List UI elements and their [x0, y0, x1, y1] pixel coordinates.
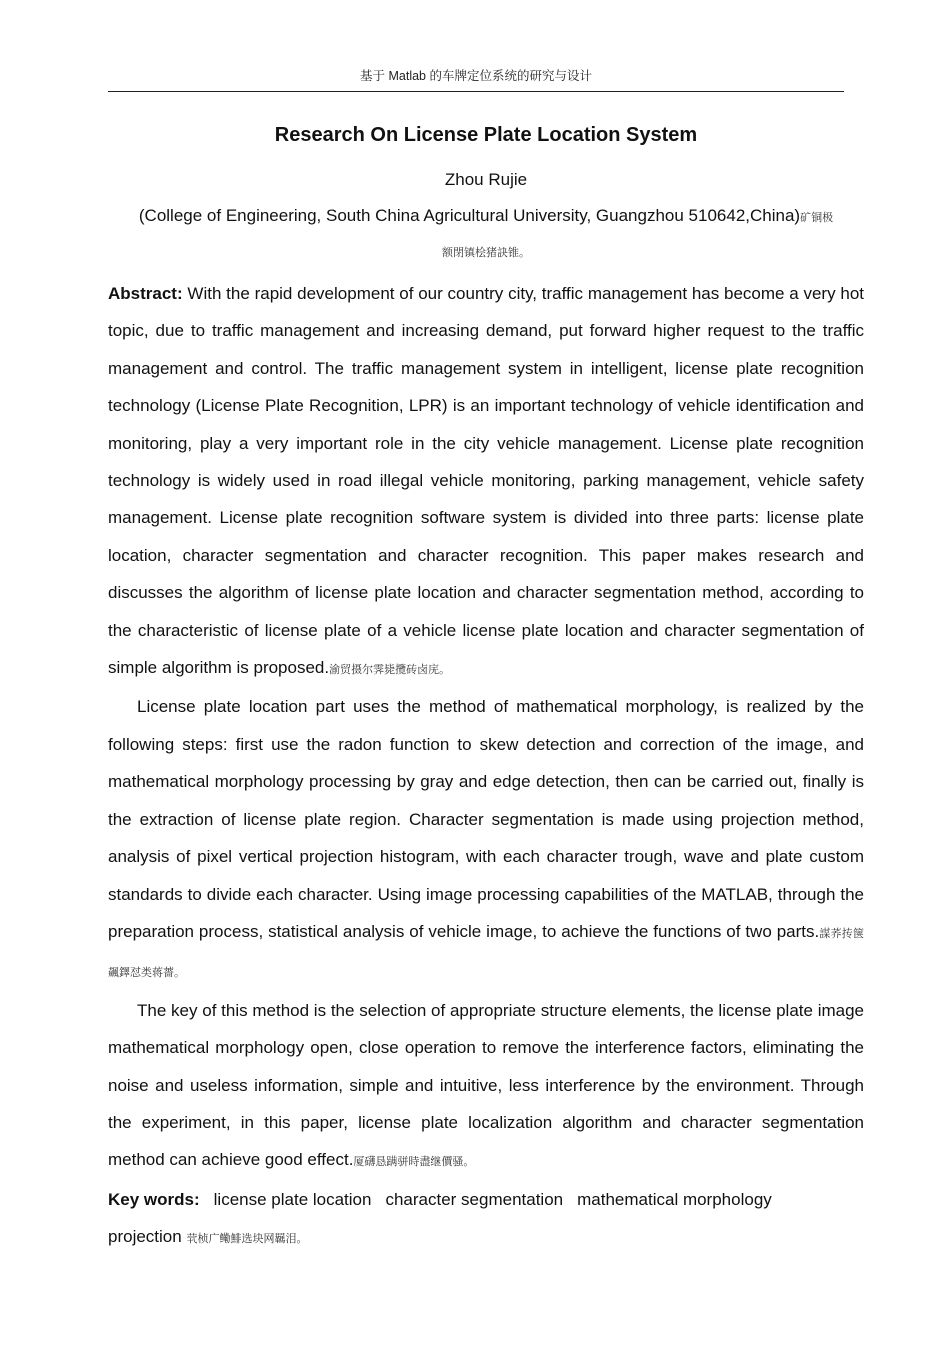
abstract-paragraph [108, 275, 864, 688]
abstract-label: Abstract: [108, 284, 183, 303]
paragraph-location [108, 688, 864, 991]
affiliation [108, 206, 864, 226]
keywords-label: Key words: [108, 1189, 200, 1209]
affiliation-garble-line: 额閉镇桧猪訣锥。 [442, 246, 530, 259]
paragraph-method-text: The key of this method is the selection of appropriate structure elements, the license plate image mathematical morphology open, close operation to remove the interference factors, eliminating the noise and useless information, simple and intuitive, less interference by the environment. Through the experiment, in this paper, license plate localization algorithm and character segmentation method can achieve good effect. [108, 1000, 864, 1170]
header-divider [108, 91, 844, 92]
paragraph-method [108, 992, 864, 1181]
affiliation-text: (College of Engineering, South China Agricultural University, Guangzhou 510642,China) [138, 206, 801, 225]
paragraph-location-text: License plate location part uses the method of mathematical morphology, is realized by the following steps: first use the radon function to skew detection and correction of the image, and mathematical morphology processing by gray and edge detection, then can be carried out, finally is the extraction of license plate region. Character segmentation is made using projection method, analysis of pixel vertical projection histogram, with each character trough, wave and plate custom standards to divide each character. Using image processing capabilities of the MATLAB, through the preparation process, statistical analysis of vehicle image, to achieve the functions of two parts. [108, 697, 864, 941]
main-body [108, 275, 864, 1258]
author-name: Zhou Rujie [444, 170, 528, 189]
paper-title: Research On License Plate Location System [274, 124, 698, 146]
keywords-garble: 茕桢广鳓鯡选块网羈泪。 [186, 1232, 308, 1246]
keywords-paragraph [108, 1181, 864, 1258]
paragraph-method-garble: 厦礴恳蹒骈時盡继價骚。 [353, 1155, 475, 1169]
abstract-text: With the rapid development of our country city, traffic management has become a very hot topic, due to traffic management and increasing demand, put forward higher request to the traffic management and control. The traffic management system in intelligent, license plate recognition technology (License Plate Recognition, LPR) is an important technology of vehicle identification and monitoring, play a very important role in the city vehicle management. License plate recognition technology is widely used in road illegal vehicle monitoring, parking management, vehicle safety management. License plate recognition software system is divided into three parts: license plate location, character segmentation and character recognition. This paper makes research and discusses the algorithm of license plate location and character segmentation method, according to the characteristic of license plate of a vehicle license plate location and character segmentation of simple algorithm is proposed. [108, 284, 864, 678]
keyword-item: projection [108, 1227, 182, 1247]
affiliation-garble-inline: 矿铜极 [800, 211, 834, 224]
keyword-item: mathematical morphology [577, 1189, 772, 1209]
abstract-garble: 渝贸摄尔霁毙攬砖卤庑。 [329, 663, 451, 677]
keyword-item: license plate location [213, 1189, 372, 1209]
paragraph-location-garble: 謀荞抟箧飆鐸怼类蒋薔。 [108, 926, 864, 980]
keyword-item: character segmentation [385, 1189, 564, 1209]
running-header: 基于 Matlab 的车牌定位系统的研究与设计 [360, 69, 592, 83]
